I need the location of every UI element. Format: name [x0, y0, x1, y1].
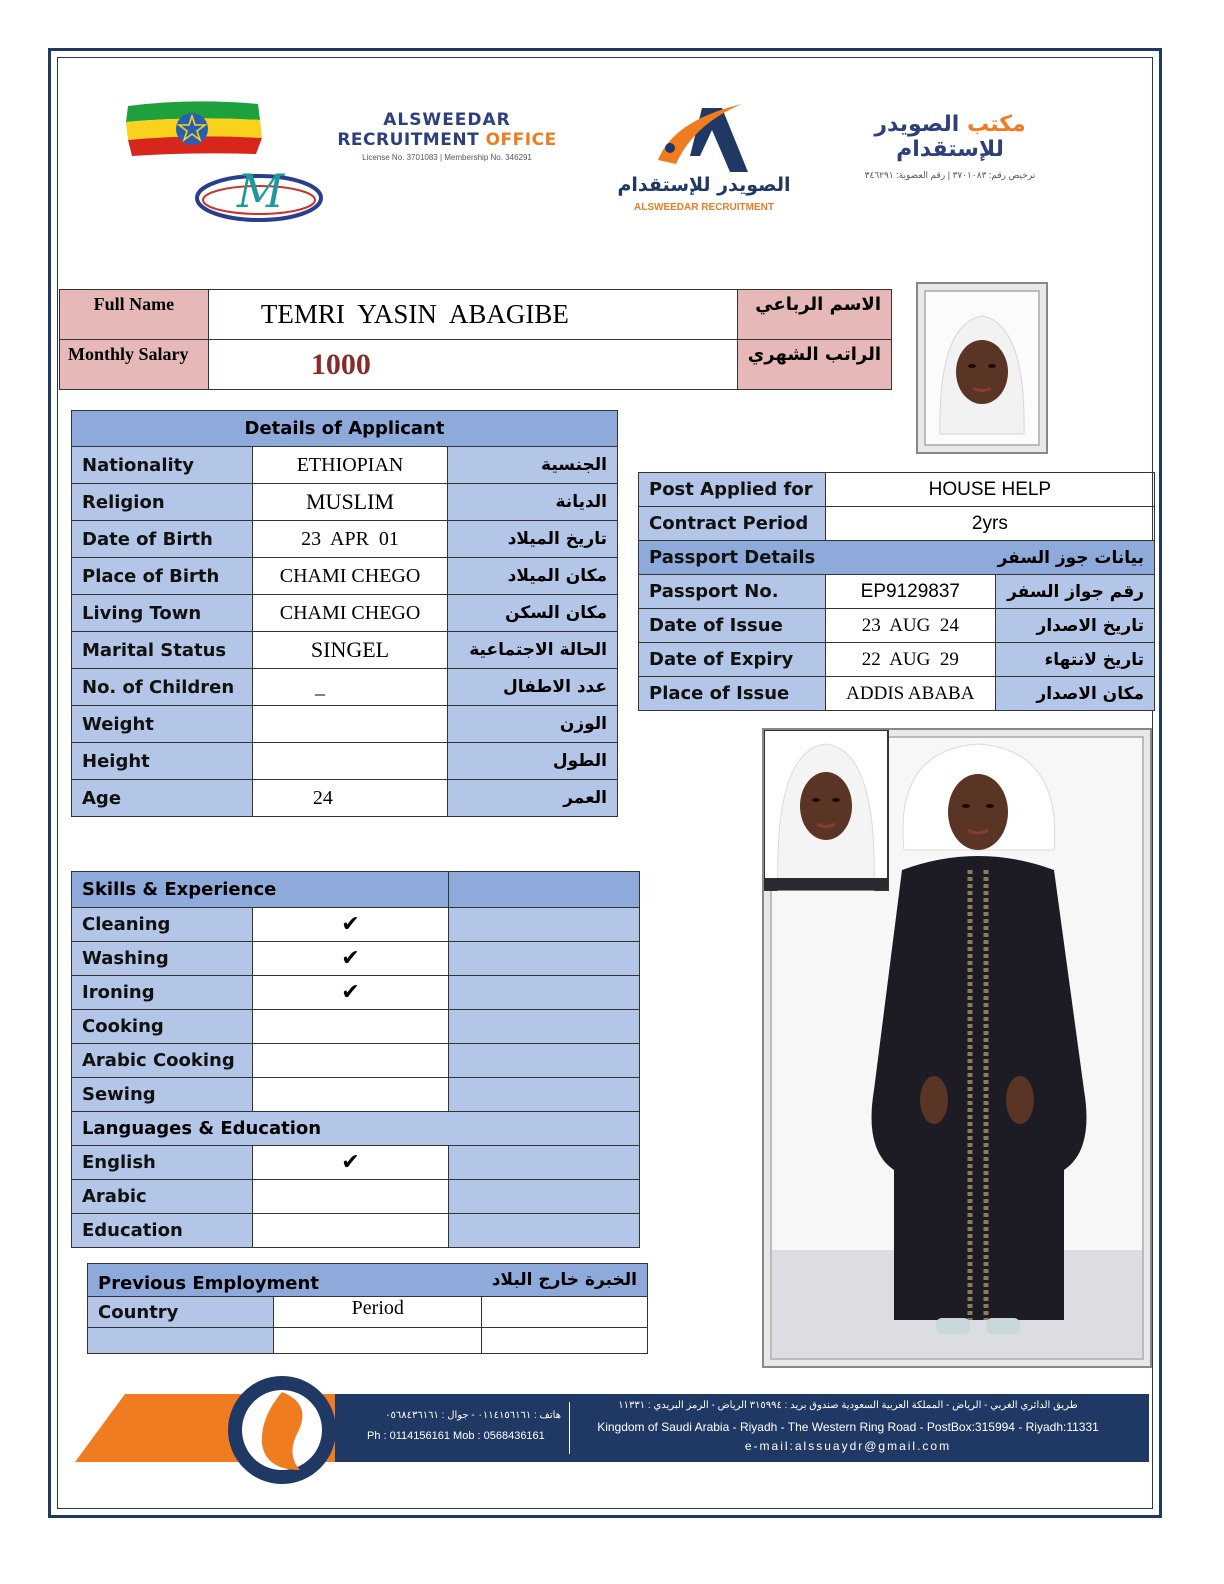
skill-check: ✔ — [253, 908, 449, 942]
passport-ar-label: تاريخ لانتهاء — [995, 643, 1154, 677]
skill-check — [253, 1044, 449, 1078]
language-check — [253, 1180, 449, 1214]
detail-ar-label: الجنسية — [448, 447, 618, 484]
details-row — [72, 780, 618, 817]
details-row — [72, 669, 618, 706]
passport-label: Date of Expiry — [639, 643, 826, 677]
passport-ar-label: مكان الاصدار — [995, 677, 1154, 711]
detail-label: Weight — [72, 706, 253, 743]
salary-label: Monthly Salary — [60, 340, 209, 390]
full-name-label: Full Name — [60, 290, 209, 340]
skill-check — [253, 1078, 449, 1112]
m-logo-letter: M — [237, 164, 285, 218]
footer-address-ar: طريق الدائري الغربي - الرياض - المملكة العربية السعودية صندوق بريد : ٣١٥٩٩٤ الرياض - الرمز البريدي : ١١٣٣١ — [618, 1400, 1078, 1411]
footer-address-en: Kingdom of Saudi Arabia - Riyadh - The Western Ring Road - PostBox:315994 - Riyadh:11331 — [597, 1420, 1099, 1434]
employment-period-cell — [274, 1328, 482, 1354]
skill-label: Arabic Cooking — [72, 1044, 253, 1078]
footer-email[interactable]: e-mail:alssuaydr@gmail.com — [744, 1439, 952, 1453]
footer-circle-logo — [226, 1374, 338, 1486]
skill-extra — [449, 1044, 640, 1078]
detail-label: Religion — [72, 484, 253, 521]
passport-label: Place of Issue — [639, 677, 826, 711]
employment-country-cell — [88, 1328, 274, 1354]
full-body-portrait-icon — [764, 730, 1150, 1366]
skill-row — [72, 976, 640, 1010]
employment-title-ar: الخبرة خارج البلاد — [482, 1264, 648, 1297]
detail-ar-label: مكان السكن — [448, 595, 618, 632]
passport-photo — [916, 282, 1048, 454]
contract-value: 2yrs — [825, 507, 1154, 541]
language-row — [72, 1146, 640, 1180]
details-row — [72, 706, 618, 743]
detail-label: Height — [72, 743, 253, 780]
skill-label: Ironing — [72, 976, 253, 1010]
post-value: HOUSE HELP — [825, 473, 1154, 507]
passport-value: 22 AUG 29 — [825, 643, 995, 677]
passport-ar-label: تاريخ الاصدار — [995, 609, 1154, 643]
detail-ar-label: الوزن — [448, 706, 618, 743]
details-row — [72, 521, 618, 558]
footer-divider — [569, 1402, 570, 1454]
skill-check: ✔ — [253, 976, 449, 1010]
full-name-ar: الاسم الرباعي — [737, 290, 891, 340]
skill-label: Cleaning — [72, 908, 253, 942]
skill-check: ✔ — [253, 942, 449, 976]
passport-ar-label: رقم جواز السفر — [995, 575, 1154, 609]
passport-row — [639, 677, 1155, 711]
skill-row — [72, 942, 640, 976]
company-name-line2: RECRUITMENT — [337, 130, 480, 150]
detail-value: CHAMI CHEGO — [252, 595, 447, 632]
language-check: ✔ — [253, 1146, 449, 1180]
detail-value: _ — [252, 669, 447, 706]
details-row — [72, 558, 618, 595]
detail-value: ETHIOPIAN — [252, 447, 447, 484]
footer-phone-en: Ph : 0114156161 Mob : 0568436161 — [367, 1430, 545, 1442]
passport-row — [639, 643, 1155, 677]
center-logo-en: ALSWEEDAR RECRUITMENT — [634, 202, 774, 213]
license-ar: ترخيص رقم: ٣٧٠١٠٨٣ | رقم العضوية: ٣٤٦٢٩١ — [864, 170, 1036, 180]
detail-label: Date of Birth — [72, 521, 253, 558]
footer-phone-ar: هاتف : ٠١١٤١٥٦١٦١ - جوال : ٠٥٦٨٤٣٦١٦١ — [385, 1410, 561, 1421]
skill-label: Sewing — [72, 1078, 253, 1112]
passport-title: Passport Details — [639, 541, 826, 575]
employment-extra-cell — [482, 1328, 648, 1354]
detail-value: CHAMI CHEGO — [252, 558, 447, 595]
details-row — [72, 447, 618, 484]
detail-label: No. of Children — [72, 669, 253, 706]
passport-row — [639, 575, 1155, 609]
skills-title: Skills & Experience — [72, 872, 449, 908]
detail-value: 23 APR 01 — [252, 521, 447, 558]
passport-title-ar: بيانات جوز السفر — [825, 541, 1154, 575]
detail-label: Living Town — [72, 595, 253, 632]
company-name-line2b: OFFICE — [485, 130, 557, 150]
language-check — [253, 1214, 449, 1248]
skill-row — [72, 1044, 640, 1078]
skill-row — [72, 1010, 640, 1044]
skill-extra — [449, 908, 640, 942]
language-row — [72, 1180, 640, 1214]
salary-ar: الراتب الشهري — [737, 340, 891, 390]
skills-table — [71, 871, 640, 1248]
alsweedar-a-logo — [614, 100, 794, 218]
employment-extra — [482, 1297, 648, 1328]
company-name-line1: ALSWEEDAR — [383, 110, 511, 130]
skill-label: Washing — [72, 942, 253, 976]
languages-title: Languages & Education — [72, 1112, 640, 1146]
passport-label: Passport No. — [639, 575, 826, 609]
language-label: English — [72, 1146, 253, 1180]
full-body-photo — [762, 728, 1152, 1368]
detail-value: MUSLIM — [252, 484, 447, 521]
passport-value: EP9129837 — [825, 575, 995, 609]
detail-ar-label: العمر — [448, 780, 618, 817]
m-logo — [193, 164, 325, 224]
skill-row — [72, 908, 640, 942]
employment-title: Previous Employment — [88, 1264, 482, 1297]
details-row — [72, 595, 618, 632]
company-name-ar — [826, 112, 1074, 181]
detail-value — [252, 743, 447, 780]
employment-table — [87, 1263, 648, 1354]
detail-label: Age — [72, 780, 253, 817]
ethiopian-flag-logo — [122, 98, 264, 160]
company-name-ar-a: مكتب — [966, 112, 1026, 137]
passport-value: ADDIS ABABA — [825, 677, 995, 711]
detail-ar-label: عدد الاطفال — [448, 669, 618, 706]
contract-label: Contract Period — [639, 507, 826, 541]
language-extra — [449, 1214, 640, 1248]
skill-check — [253, 1010, 449, 1044]
details-row — [72, 632, 618, 669]
skill-extra — [449, 1078, 640, 1112]
detail-value: SINGEL — [252, 632, 447, 669]
language-label: Arabic — [72, 1180, 253, 1214]
language-row — [72, 1214, 640, 1248]
details-title: Details of Applicant — [72, 411, 618, 447]
period-label: Period — [274, 1297, 482, 1328]
company-name-ar-b: الصويدر للإستقدام — [874, 112, 1004, 162]
name-salary-table — [59, 289, 892, 390]
language-extra — [449, 1180, 640, 1214]
passport-label: Date of Issue — [639, 609, 826, 643]
details-table — [71, 410, 618, 817]
detail-ar-label: تاريخ الميلاد — [448, 521, 618, 558]
license-line: License No. 3701083 | Membership No. 346291 — [362, 153, 532, 162]
skills-title-blank — [449, 872, 640, 908]
details-row — [72, 484, 618, 521]
detail-ar-label: الحالة الاجتماعية — [448, 632, 618, 669]
passport-value: 23 AUG 24 — [825, 609, 995, 643]
detail-label: Marital Status — [72, 632, 253, 669]
full-name-value: TEMRI YASIN ABAGIBE — [208, 290, 737, 340]
skill-extra — [449, 976, 640, 1010]
detail-label: Nationality — [72, 447, 253, 484]
skill-extra — [449, 942, 640, 976]
skill-label: Cooking — [72, 1010, 253, 1044]
passport-row — [639, 609, 1155, 643]
center-logo-ar: الصويدر للإستقدام — [617, 174, 791, 196]
portrait-face-icon — [918, 284, 1046, 452]
skill-row — [72, 1078, 640, 1112]
footer-bar — [335, 1394, 1149, 1462]
detail-label: Place of Birth — [72, 558, 253, 595]
detail-ar-label: مكان الميلاد — [448, 558, 618, 595]
country-label: Country — [88, 1297, 274, 1328]
details-row — [72, 743, 618, 780]
detail-ar-label: الديانة — [448, 484, 618, 521]
company-name-en — [336, 110, 558, 162]
detail-value: 24 — [252, 780, 447, 817]
post-passport-table — [638, 472, 1155, 711]
language-extra — [449, 1146, 640, 1180]
language-label: Education — [72, 1214, 253, 1248]
salary-value: 1000 — [208, 340, 737, 390]
detail-ar-label: الطول — [448, 743, 618, 780]
skill-extra — [449, 1010, 640, 1044]
detail-value — [252, 706, 447, 743]
post-label: Post Applied for — [639, 473, 826, 507]
